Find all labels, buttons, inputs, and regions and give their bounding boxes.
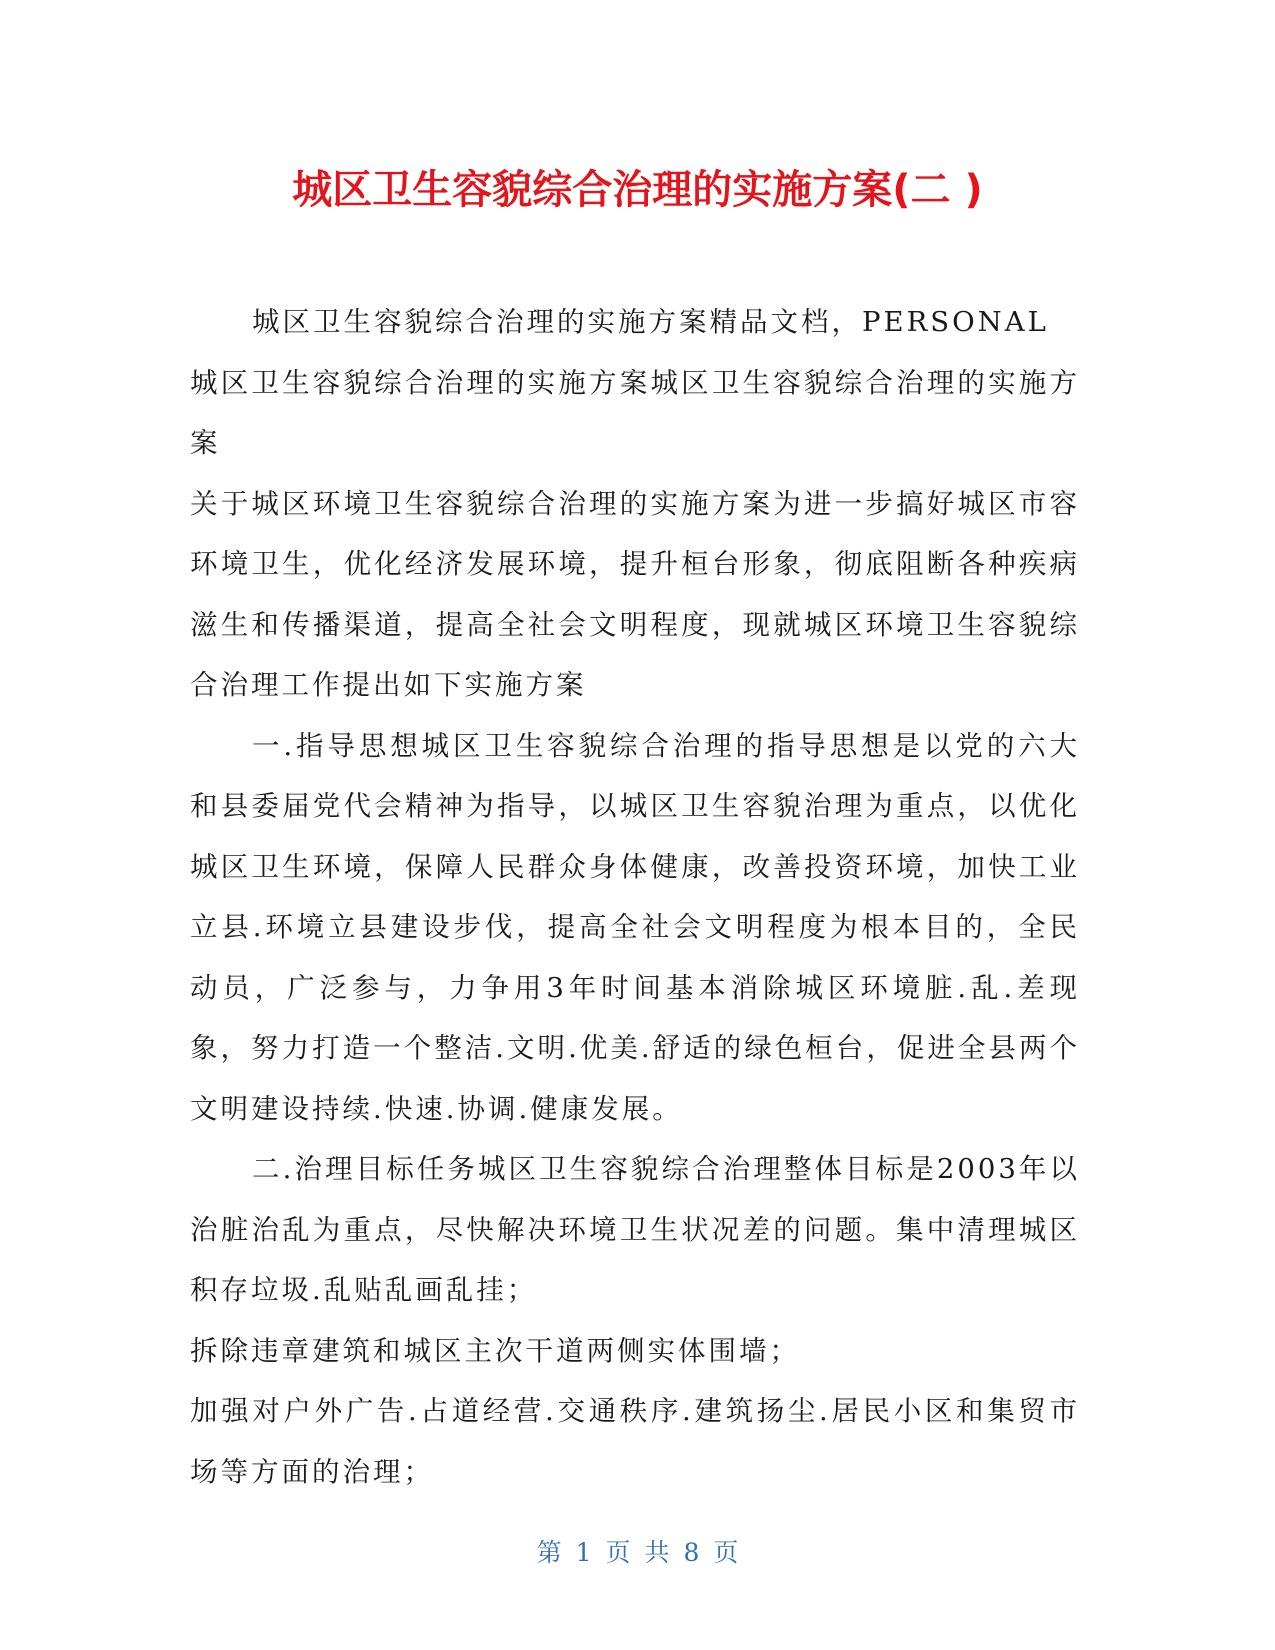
paragraph-7: 加强对户外广告.占道经营.交通秩序.建筑扬尘.居民小区和集贸市场等方面的治理； — [190, 1395, 1080, 1488]
paragraph-2: 城区卫生容貌综合治理的实施方案城区卫生容貌综合治理的实施方案 — [190, 366, 1080, 459]
paragraph-4: 一.指导思想城区卫生容貌综合治理的指导思想是以党的六大和县委届党代会精神为指导，以城区卫生容貌治理为重点，以优化城区卫生环境，保障人民群众身体健康，改善投资环境，加快工业立县.环境立县建设步伐，提高全社会文明程度为根本目的，全民动员，广泛参与，力争用3年时间基本消除城区环境脏.乱.差现象，努力打造一个整洁.文明.优美.舒适的绿色桓台，促进全县两个文明建设持续.快速.协调.健康发展。 — [190, 729, 1080, 1125]
document-body — [190, 292, 1080, 1502]
document-title: 城区卫生容貌综合治理的实施方案(二 ) — [292, 167, 983, 213]
footer-total-pages: 8 — [683, 1538, 700, 1567]
paragraph-1: 城区卫生容貌综合治理的实施方案精品文档，PERSONAL — [252, 306, 1049, 338]
page-number-footer — [0, 1538, 1275, 1568]
footer-label-total: 共 — [644, 1538, 670, 1567]
paragraph-3: 关于城区环境卫生容貌综合治理的实施方案为进一步搞好城区市容环境卫生，优化经济发展环境，提升桓台形象，彻底阻断各种疾病滋生和传播渠道，提高全社会文明程度，现就城区环境卫生容貌综合治理工作提出如下实施方案 — [190, 487, 1080, 701]
paragraph-6: 拆除违章建筑和城区主次干道两侧实体围墙； — [190, 1334, 800, 1367]
paragraph-5: 二.治理目标任务城区卫生容貌综合治理整体目标是2003年以治脏治乱为重点，尽快解决环境卫生状况差的问题。集中清理城区积存垃圾.乱贴乱画乱挂； — [190, 1153, 1080, 1306]
footer-label-unit-end: 页 — [713, 1538, 739, 1567]
footer-label-unit: 页 — [605, 1538, 631, 1567]
footer-label-page: 第 — [536, 1538, 562, 1567]
footer-current-page: 1 — [575, 1538, 592, 1567]
